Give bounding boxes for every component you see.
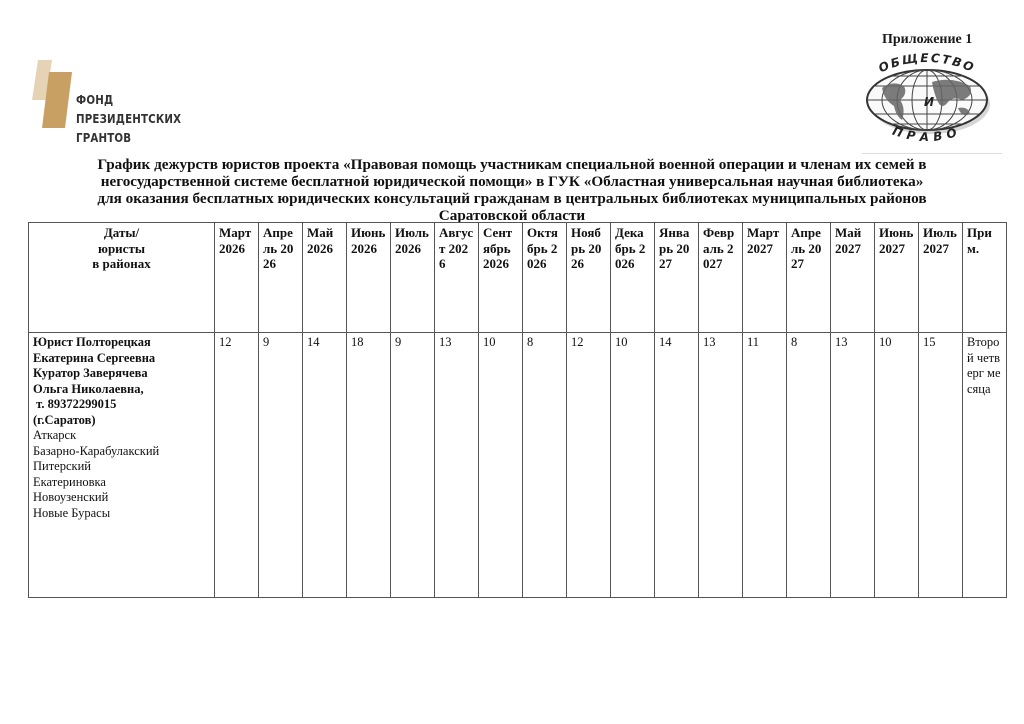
duty-schedule-table (28, 222, 1007, 598)
presidential-grants-fund-logo (32, 58, 192, 158)
lawyer-line: Екатерина Сергеевна (33, 350, 156, 365)
duty-day-cell: 11 (743, 333, 787, 598)
header-month: Июль 2027 (919, 223, 963, 333)
duty-day-cell: 13 (435, 333, 479, 598)
header-month: Май 2026 (303, 223, 347, 333)
header-note: Прим. (963, 223, 1007, 333)
document-title (30, 156, 994, 224)
header-month: Февраль 2027 (699, 223, 743, 333)
district: Аткарск (33, 428, 77, 442)
header-month: Апрель 2026 (259, 223, 303, 333)
fpg-logo-text (76, 90, 181, 147)
duty-day-cell: 14 (655, 333, 699, 598)
header-month: Август 2026 (435, 223, 479, 333)
note-cell: Второй четверг месяца (963, 333, 1007, 598)
header-month: Май 2027 (831, 223, 875, 333)
header-month: Июнь 2026 (347, 223, 391, 333)
district: Базарно-Карабулакский (33, 443, 160, 458)
curator-line: Куратор Заверячева (33, 366, 148, 380)
duty-day-cell: 10 (875, 333, 919, 598)
duty-day-cell: 12 (567, 333, 611, 598)
fpg-flag-icon (32, 58, 78, 130)
duty-day-cell: 9 (391, 333, 435, 598)
title-line: для оказания бесплатных юридических консультаций гражданам в центральных библиотеках муниципальных районов (97, 190, 927, 207)
fpg-line: ГРАНТОВ (76, 130, 132, 145)
lawyer-line: Юрист Полторецкая (33, 335, 151, 349)
header-month: Декабрь 2026 (611, 223, 655, 333)
logo-bottom-text: ПРАВО (890, 123, 964, 145)
header-dates-lawyers (29, 223, 215, 333)
header-month: Январь 2027 (655, 223, 699, 333)
header-month: Апрель 2027 (787, 223, 831, 333)
curator-line: Ольга Николаевна, (33, 381, 144, 396)
district: Новые Бурасы (33, 505, 111, 520)
appendix-label: Приложение 1 (882, 32, 973, 47)
fpg-line: ПРЕЗИДЕНТСКИХ (76, 111, 182, 126)
header-month: Октябрь 2026 (523, 223, 567, 333)
logo-middle-text: И (924, 95, 935, 109)
title-line: Саратовской области (438, 207, 586, 224)
logo-divider (862, 153, 1002, 154)
header-line: юристы (98, 240, 145, 256)
city-line: (г.Саратов) (33, 412, 96, 427)
header-line: Даты/ (103, 225, 140, 240)
duty-day-cell: 10 (611, 333, 655, 598)
duty-day-cell: 9 (259, 333, 303, 598)
lawyer-cell (29, 333, 215, 598)
duty-day-cell: 13 (831, 333, 875, 598)
society-and-law-logo (862, 50, 992, 150)
table-header-row (29, 223, 1007, 333)
header-month: Март 2026 (215, 223, 259, 333)
district: Екатериновка (33, 474, 106, 489)
header-month: Ноябрь 2026 (567, 223, 611, 333)
fpg-line: ФОНД (76, 92, 114, 107)
district: Новоузенский (33, 490, 109, 504)
duty-day-cell: 12 (215, 333, 259, 598)
duty-day-cell: 15 (919, 333, 963, 598)
duty-day-cell: 18 (347, 333, 391, 598)
duty-day-cell: 13 (699, 333, 743, 598)
header-month: Июнь 2027 (875, 223, 919, 333)
table-row (29, 333, 1007, 598)
phone-line: т. 89372299015 (33, 397, 117, 411)
header-month: Март 2027 (743, 223, 787, 333)
duty-day-cell: 8 (523, 333, 567, 598)
logo-top-text: ОБЩЕСТВО (876, 50, 978, 76)
header-line: в районах (92, 256, 151, 271)
title-line: График дежурств юристов проекта «Правовая помощь участникам специальной военной операции и членам их семей в (97, 156, 927, 173)
duty-day-cell: 8 (787, 333, 831, 598)
duty-day-cell: 14 (303, 333, 347, 598)
district: Питерский (33, 459, 91, 473)
duty-day-cell: 10 (479, 333, 523, 598)
title-line: негосударственной системе бесплатной юридической помощи» в ГУК «Областная универсальная научная библиотека» (100, 173, 924, 190)
header-month: Сентябрь 2026 (479, 223, 523, 333)
header-month: Июль 2026 (391, 223, 435, 333)
globe-icon (862, 50, 992, 150)
